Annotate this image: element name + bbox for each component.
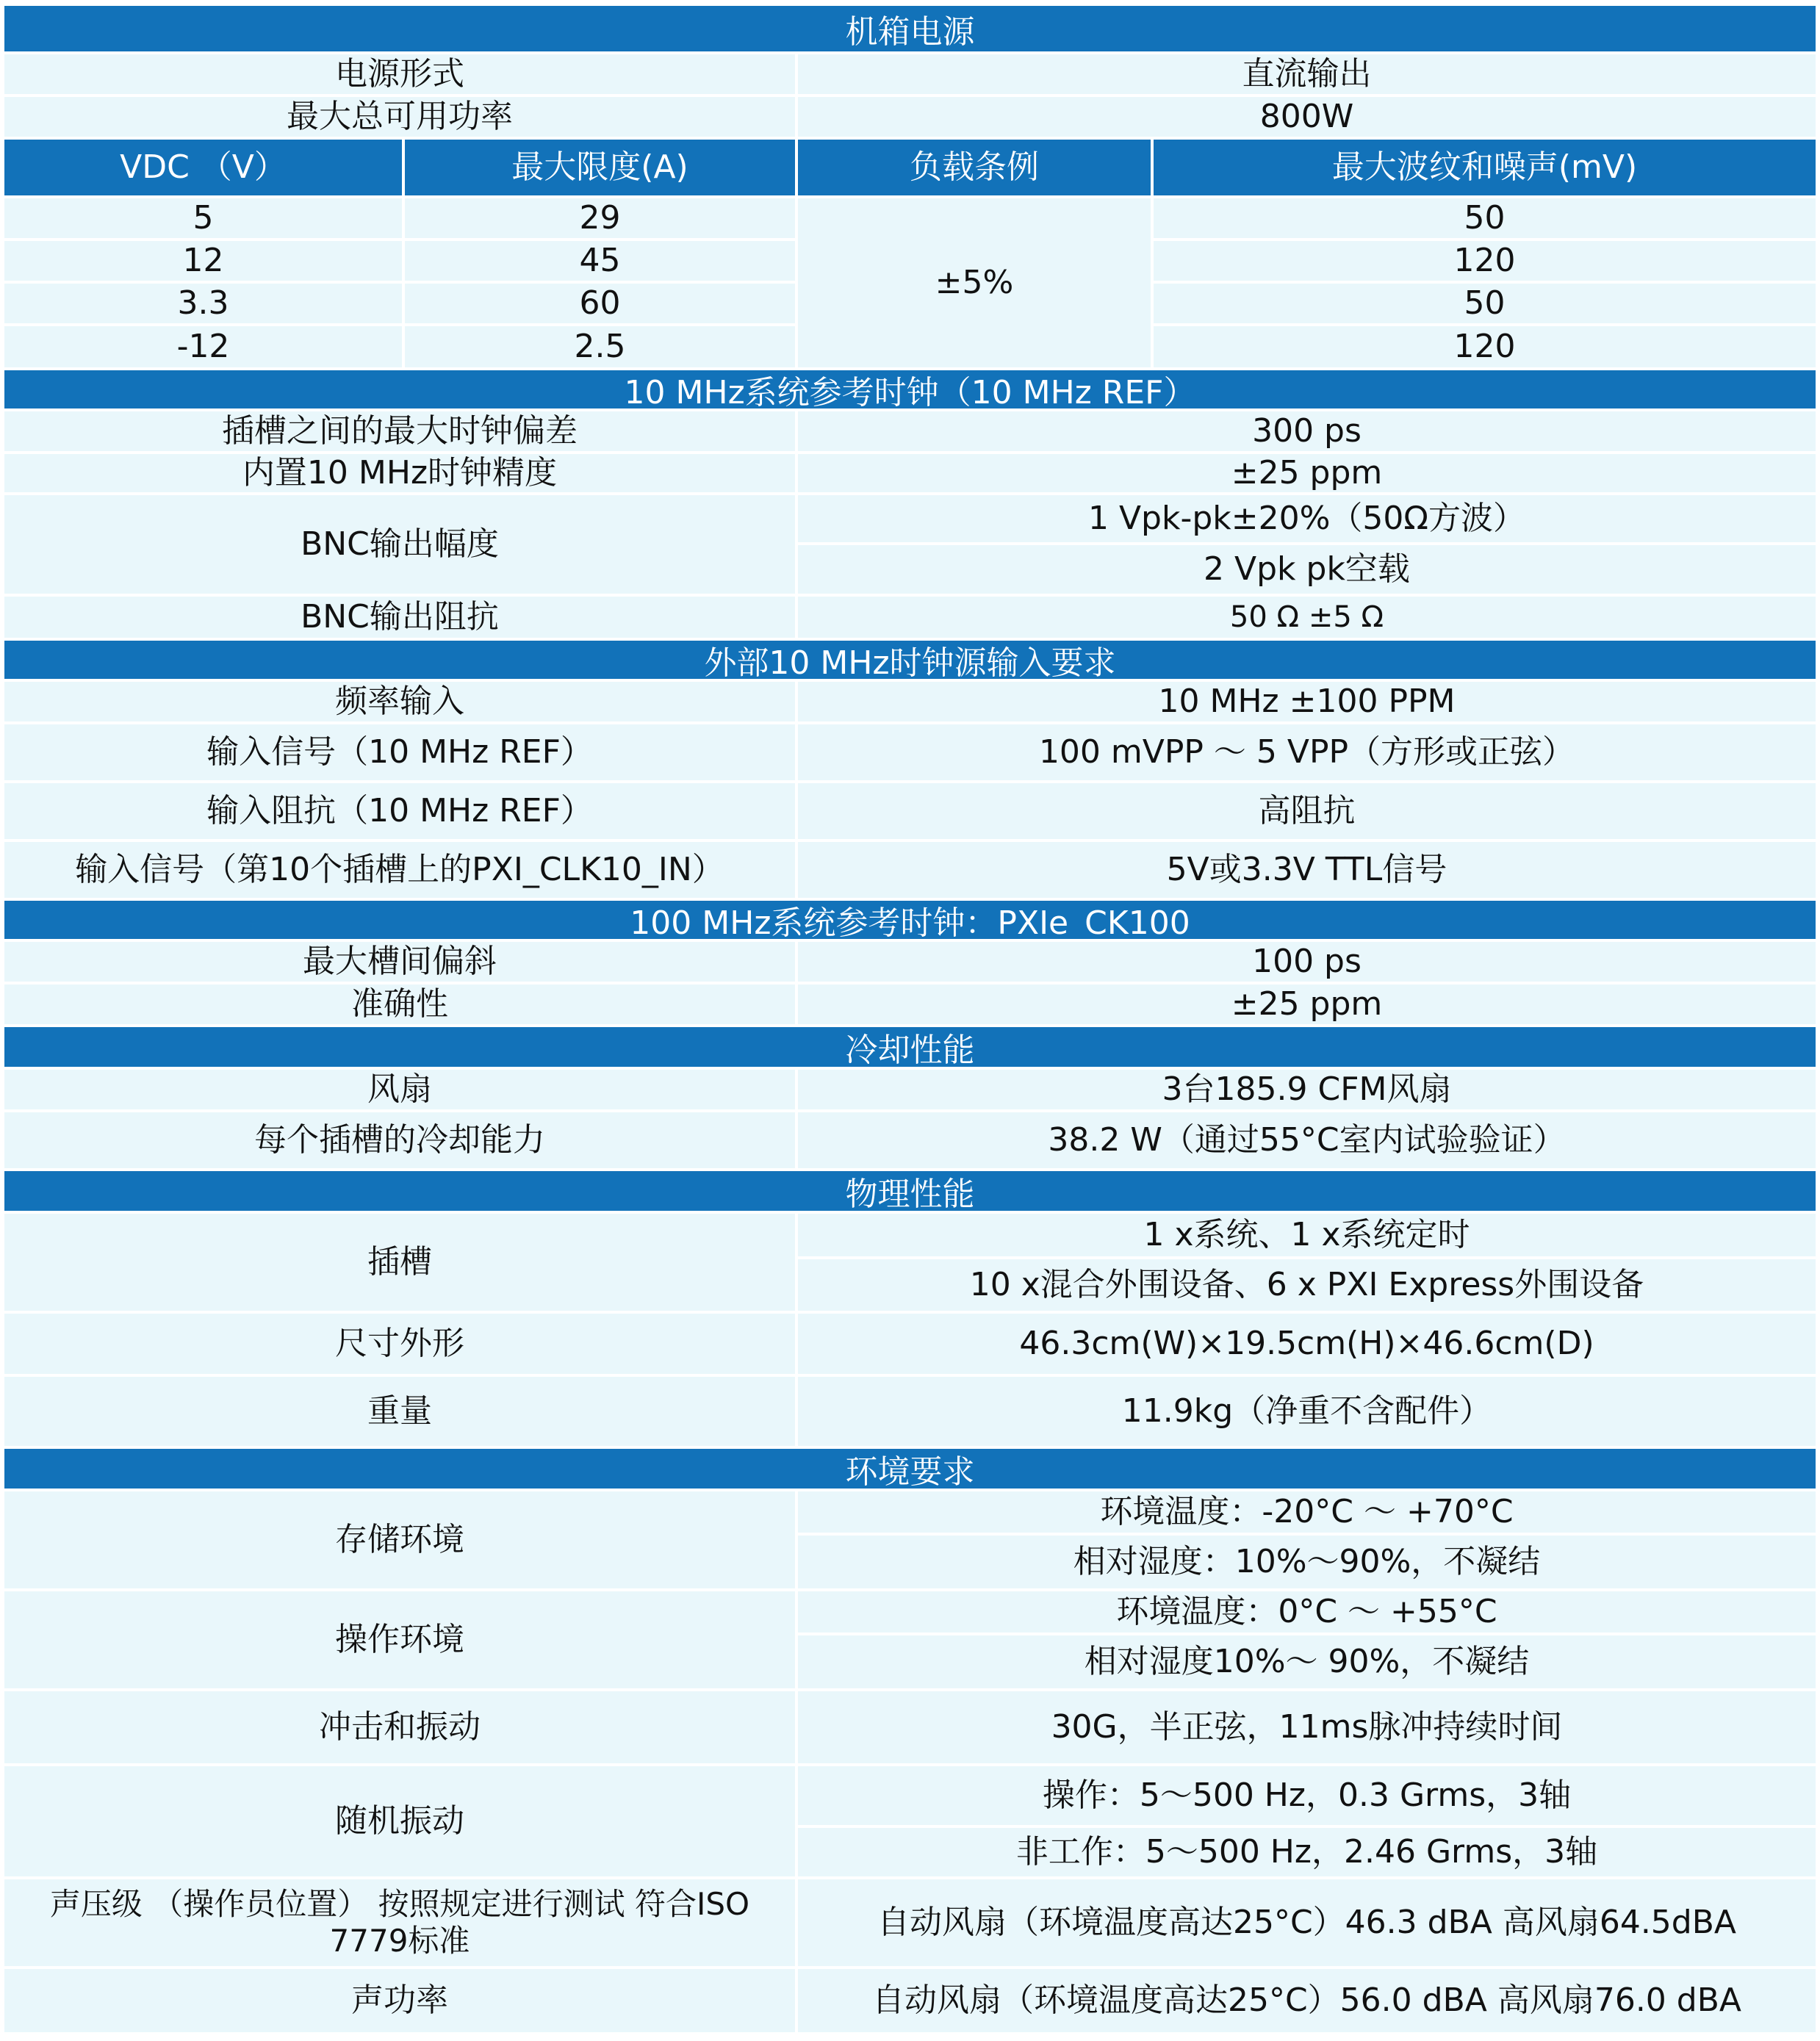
row-sound-power <box>4 1969 1816 2032</box>
table-cell-max: 2.5 <box>405 326 795 367</box>
value-bnc-amplitude <box>798 495 1816 594</box>
label-slots: 插槽 <box>4 1214 795 1311</box>
row-ref100-skew <box>4 942 1816 982</box>
power-column-headers <box>4 140 1816 195</box>
label-weight: 重量 <box>4 1377 795 1446</box>
value-storage <box>798 1491 1816 1588</box>
value-bnc-impedance: 50 Ω ±5 Ω <box>798 597 1816 638</box>
table-cell-ripple: 50 <box>1154 284 1816 323</box>
value-power-form: 直流输出 <box>798 54 1816 94</box>
storage-line: 环境温度：-20°C ～ +70°C <box>798 1491 1816 1533</box>
operating-line: 相对湿度10%～ 90%，不凝结 <box>798 1635 1816 1688</box>
value-sound-pressure: 自动风扇（环境温度高达25°C）46.3 dBA 高风扇64.5dBA <box>798 1879 1816 1966</box>
label-cooling-capacity: 每个插槽的冷却能力 <box>4 1112 795 1168</box>
label-sound-power: 声功率 <box>4 1969 795 2032</box>
label-operating: 操作环境 <box>4 1591 795 1688</box>
label-ref100-accuracy: 准确性 <box>4 984 795 1024</box>
row-operating <box>4 1591 1816 1688</box>
table-cell-ripple: 50 <box>1154 198 1816 238</box>
row-ref10-accuracy <box>4 454 1816 492</box>
operating-line: 环境温度：0°C ～ +55°C <box>798 1591 1816 1633</box>
value-weight: 11.9kg（净重不含配件） <box>798 1377 1816 1446</box>
label-ref10-skew: 插槽之间的最大时钟偏差 <box>4 411 795 451</box>
label-random-vibration: 随机振动 <box>4 1766 795 1876</box>
label-freq-input: 频率输入 <box>4 682 795 721</box>
row-ref10-skew <box>4 411 1816 451</box>
value-dimensions: 46.3cm(W)×19.5cm(H)×46.6cm(D) <box>798 1314 1816 1374</box>
random-vibration-line: 操作：5～500 Hz，0.3 Grms，3轴 <box>798 1766 1816 1825</box>
section-header-ext10: 外部10 MHz时钟源输入要求 <box>4 641 1816 679</box>
row-freq-input <box>4 682 1816 721</box>
label-max-power: 最大总可用功率 <box>4 97 795 137</box>
table-cell-vdc: 12 <box>4 241 402 281</box>
section-header-environment: 环境要求 <box>4 1449 1816 1489</box>
section-header-cooling: 冷却性能 <box>4 1027 1816 1067</box>
column-header-vdc: VDC （V） <box>4 140 402 195</box>
value-slot-signal: 5V或3.3V TTL信号 <box>798 842 1816 898</box>
sound-pressure-label-line: 7779标准 <box>329 1923 470 1959</box>
section-header-ref100: 100 MHz系统参考时钟：PXIe_CK100 <box>4 901 1816 939</box>
label-fan: 风扇 <box>4 1070 795 1109</box>
label-storage: 存储环境 <box>4 1491 795 1588</box>
label-input-impedance: 输入阻抗（10 MHz REF） <box>4 783 795 839</box>
value-random-vibration <box>798 1766 1816 1876</box>
value-operating <box>798 1591 1816 1688</box>
value-freq-input: 10 MHz ±100 PPM <box>798 682 1816 721</box>
value-ref100-accuracy: ±25 ppm <box>798 984 1816 1024</box>
value-ref100-skew: 100 ps <box>798 942 1816 982</box>
label-ref10-accuracy: 内置10 MHz时钟精度 <box>4 454 795 492</box>
slots-line: 1 x系统、1 x系统定时 <box>798 1214 1816 1256</box>
label-bnc-amplitude: BNC输出幅度 <box>4 495 795 594</box>
column-header-max-current: 最大限度(A) <box>405 140 795 195</box>
table-cell-load: ±5% <box>798 198 1151 367</box>
row-slot-signal <box>4 842 1816 898</box>
slots-line: 10 x混合外围设备、6 x PXI Express外围设备 <box>798 1259 1816 1311</box>
row-max-power <box>4 97 1816 137</box>
row-input-signal <box>4 724 1816 780</box>
row-fan <box>4 1070 1816 1109</box>
value-ref10-accuracy: ±25 ppm <box>798 454 1816 492</box>
value-ref10-skew: 300 ps <box>798 411 1816 451</box>
storage-line: 相对湿度：10%～90%，不凝结 <box>798 1536 1816 1588</box>
row-sound-pressure <box>4 1879 1816 1966</box>
table-cell-ripple: 120 <box>1154 241 1816 281</box>
table-cell-vdc: -12 <box>4 326 402 367</box>
value-input-signal: 100 mVPP ～ 5 VPP（方形或正弦） <box>798 724 1816 780</box>
section-header-power: 机箱电源 <box>4 6 1816 51</box>
label-ref100-skew: 最大槽间偏斜 <box>4 942 795 982</box>
section-header-physical: 物理性能 <box>4 1171 1816 1211</box>
label-shock: 冲击和振动 <box>4 1691 795 1763</box>
label-dimensions: 尺寸外形 <box>4 1314 795 1374</box>
label-sound-pressure <box>4 1879 795 1966</box>
sound-pressure-label-line: 声压级 （操作员位置） 按照规定进行测试 符合ISO <box>49 1885 750 1922</box>
label-bnc-impedance: BNC输出阻抗 <box>4 597 795 638</box>
row-cooling-capacity <box>4 1112 1816 1168</box>
value-fan: 3台185.9 CFM风扇 <box>798 1070 1816 1109</box>
column-header-load: 负载条例 <box>798 140 1151 195</box>
value-sound-power: 自动风扇（环境温度高达25°C）56.0 dBA 高风扇76.0 dBA <box>798 1969 1816 2032</box>
label-slot-signal: 输入信号（第10个插槽上的PXI_CLK10_IN） <box>4 842 795 898</box>
row-slots <box>4 1214 1816 1311</box>
bnc-amplitude-line: 2 Vpk pk空载 <box>798 545 1816 594</box>
table-cell-max: 60 <box>405 284 795 323</box>
column-header-ripple: 最大波纹和噪声(mV) <box>1154 140 1816 195</box>
value-cooling-capacity: 38.2 W（通过55°C室内试验验证） <box>798 1112 1816 1168</box>
row-weight <box>4 1377 1816 1446</box>
row-random-vibration <box>4 1766 1816 1876</box>
bnc-amplitude-line: 1 Vpk-pk±20%（50Ω方波） <box>798 495 1816 542</box>
value-slots <box>798 1214 1816 1311</box>
row-shock <box>4 1691 1816 1763</box>
row-storage <box>4 1491 1816 1588</box>
row-dimensions <box>4 1314 1816 1374</box>
label-power-form: 电源形式 <box>4 54 795 94</box>
label-input-signal: 输入信号（10 MHz REF） <box>4 724 795 780</box>
section-header-ref10: 10 MHz系统参考时钟（10 MHz REF） <box>4 370 1816 408</box>
row-bnc-amplitude <box>4 495 1816 594</box>
table-cell-ripple: 120 <box>1154 326 1816 367</box>
value-max-power: 800W <box>798 97 1816 137</box>
table-cell-vdc: 3.3 <box>4 284 402 323</box>
power-table-body <box>4 198 1816 367</box>
table-cell-vdc: 5 <box>4 198 402 238</box>
value-shock: 30G，半正弦，11ms脉冲持续时间 <box>798 1691 1816 1763</box>
row-power-form <box>4 54 1816 94</box>
row-bnc-impedance <box>4 597 1816 638</box>
row-ref100-accuracy <box>4 984 1816 1024</box>
value-input-impedance: 高阻抗 <box>798 783 1816 839</box>
random-vibration-line: 非工作：5～500 Hz，2.46 Grms，3轴 <box>798 1828 1816 1876</box>
row-input-impedance <box>4 783 1816 839</box>
table-cell-max: 45 <box>405 241 795 281</box>
table-cell-max: 29 <box>405 198 795 238</box>
